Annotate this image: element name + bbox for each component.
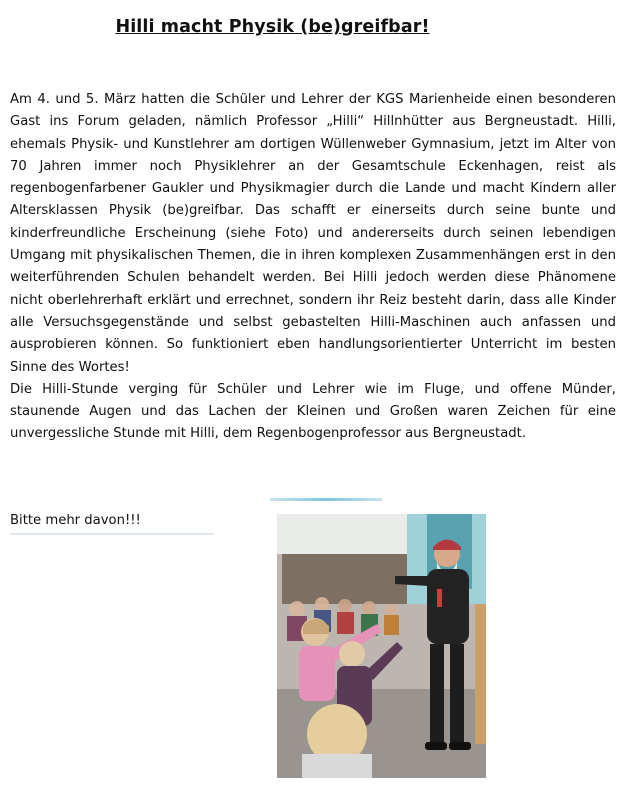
paragraph-1: Am 4. und 5. März hatten die Schüler und Lehrer der KGS Marienheide einen besonderen Gast ins Forum geladen, nämlich Professor „Hilli“ Hillnhütter aus Bergneustadt. Hilli, ehemals Physik- und Kunstlehrer am dortigen Wüllenweber Gymnasium, jetzt im Alter von 70 Jahren immer noch Physiklehrer an der Gesamtschule Eckenhagen, reist als regenbogenfarbener Gaukler und Physikmagier durch die Lande und macht Kindern aller Altersklassen Physik (be)greifbar. Das schafft er einerseits durch seine bunte und kinderfreundliche Erscheinung (siehe Foto) und andererseits durch seinen lebendigen Umgang mit physikalischen Themen, die in ihren komplexen Zusammenhängen erst in den weiterführenden Schulen behandelt werden. Bei Hilli jedoch werden diese Phänomene nicht oberlehrerhaft erklärt und errechnet, sondern ihr Reiz besteht darin, dass alle Kinder alle Versuchsgegenstände und selbst gebastelten Hilli-Maschinen auch anfassen und ausprobieren können. So funktioniert eben handlungsorientierter Unterricht im besten Sinne des Wortes! (10, 92, 616, 375)
paragraph-2: Die Hilli-Stunde verging für Schüler und Lehrer wie im Fluge, und offene Münder, staunende Augen und das Lachen der Kleinen und Großen waren Zeichen für eine unvergessliche Stunde mit Hilli, dem Regenbogenprofessor aus Bergneustadt. (10, 381, 616, 442)
photo-frame-accent (270, 498, 382, 501)
article-title: Hilli macht Physik (be)greifbar! (115, 17, 430, 37)
event-photo-illustration (277, 514, 486, 778)
divider (10, 533, 214, 535)
closing-line: Bitte mehr davon!!! (10, 513, 141, 528)
article-body (10, 89, 616, 446)
event-photo (277, 514, 486, 778)
